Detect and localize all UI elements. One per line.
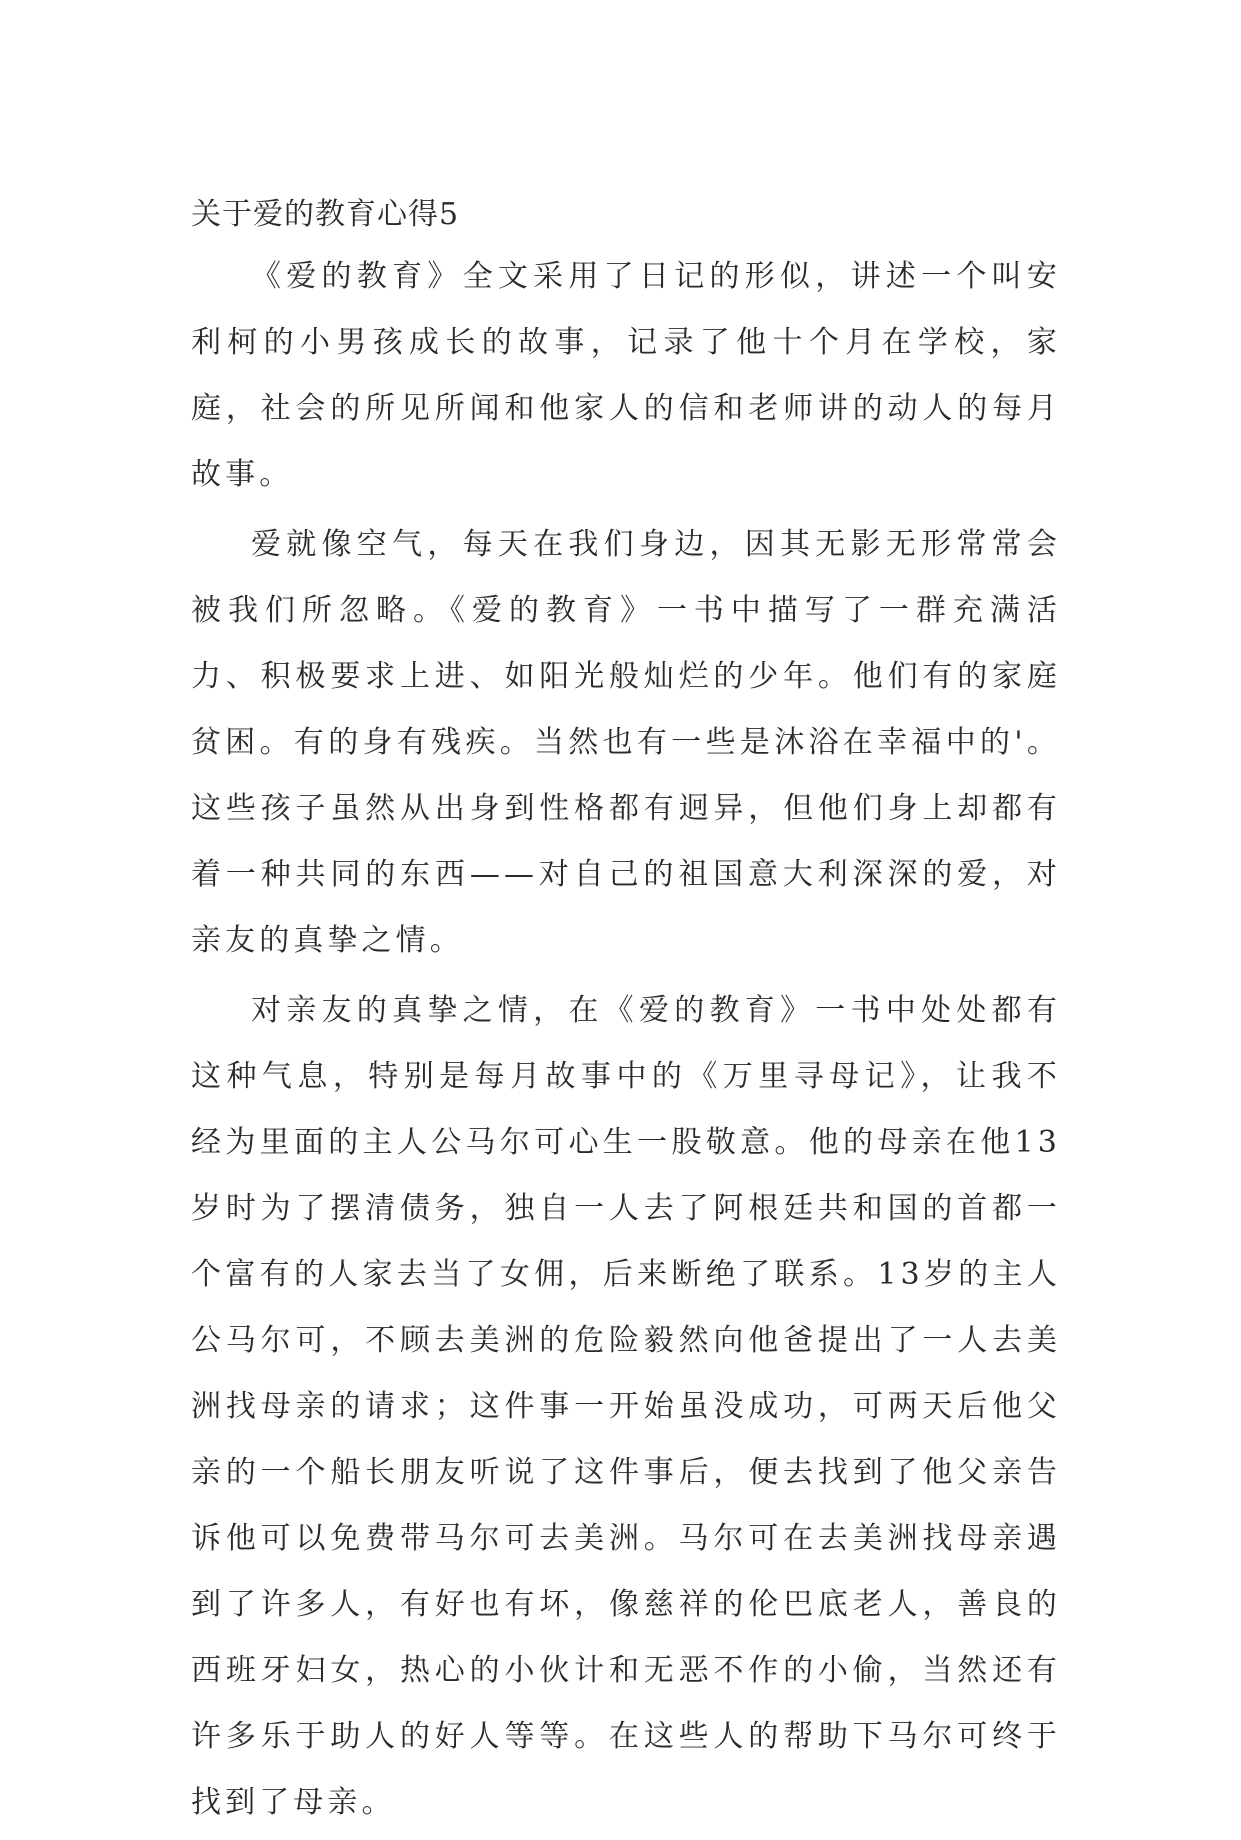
paragraph-marco-story: 对亲友的真挚之情，在《爱的教育》一书中处处都有这种气息，特别是每月故事中的《万里寻母记》，让我不经为里面的主人公马尔可心生一股敬意。他的母亲在他13岁时为了摆清债务，独自一人去了阿根廷共和国的首都一个富有的人家去当了女佣，后来断绝了联系。13岁的主人公马尔可，不顾去美洲的危险毅然向他爸提出了一人去美洲找母亲的请求；这件事一开始虽没成功，可两天后他父亲的一个船长朋友听说了这件事后，便去找到了他父亲告诉他可以免费带马尔可去美洲。马尔可在去美洲找母亲遇到了许多人，有好也有坏，像慈祥的伦巴底老人，善良的西班牙妇女，热心的小伙计和无恶不作的小偷，当然还有许多乐于助人的好人等等。在这些人的帮助下马尔可终于找到了母亲。 bbox=[191, 993, 1061, 1820]
paragraph-intro: 《爱的教育》全文采用了日记的形似，讲述一个叫安利柯的小男孩成长的故事，记录了他十个月在学校，家庭，社会的所见所闻和他家人的信和老师讲的动人的每月故事。 bbox=[191, 259, 1061, 492]
document-title: 关于爱的教育心得5 bbox=[191, 197, 460, 232]
paragraph-love-like-air: 爱就像空气，每天在我们身边，因其无影无形常常会被我们所忽略。《爱的教育》一书中描写了一群充满活力、积极要求上进、如阳光般灿烂的少年。他们有的家庭贫困。有的身有残疾。当然也有一些是沐浴在幸福中的'。这些孩子虽然从出身到性格都有迥异，但他们身上却都有着一种共同的东西——对自己的祖国意大利深深的爱，对亲友的真挚之情。 bbox=[191, 527, 1061, 958]
document-page bbox=[191, 188, 1061, 1840]
